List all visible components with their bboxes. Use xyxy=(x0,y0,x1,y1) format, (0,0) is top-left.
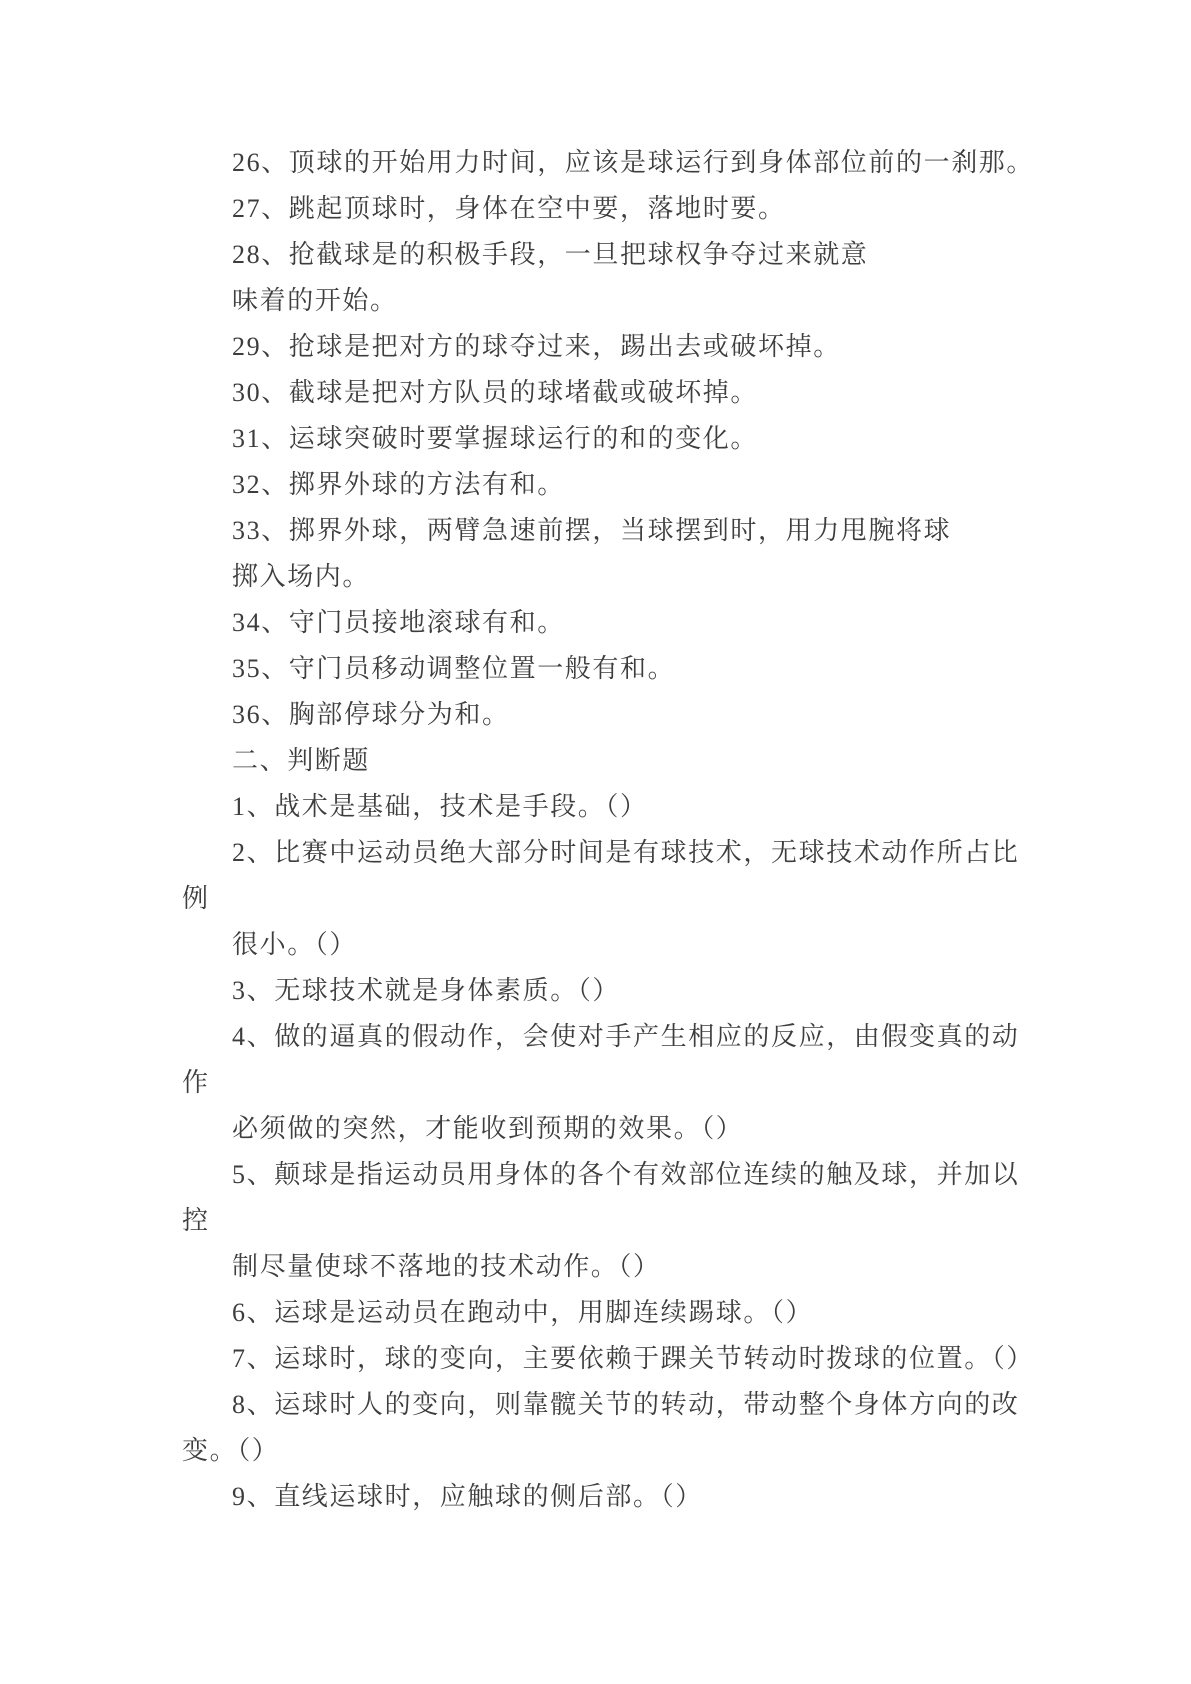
document-line: 9、直线运球时，应触球的侧后部。（） xyxy=(232,1482,703,1511)
document-line: 3、无球技术就是身体素质。（） xyxy=(232,976,621,1005)
document-line: 5、颠球是指运动员用身体的各个有效部位连续的触及球，并加以 xyxy=(232,1160,1020,1189)
document-line: 29、抢球是把对方的球夺过来，踢出去或破坏掉。 xyxy=(232,332,841,361)
document-line: 27、跳起顶球时，身体在空中要，落地时要。 xyxy=(232,194,786,223)
document-line: 1、战术是基础，技术是手段。（） xyxy=(232,792,648,821)
document-line: 变。（） xyxy=(182,1436,280,1465)
document-line: 32、掷界外球的方法有和。 xyxy=(232,470,565,499)
document-line: 36、胸部停球分为和。 xyxy=(232,700,510,729)
document-line: 掷入场内。 xyxy=(232,562,371,591)
document-line: 26、顶球的开始用力时间，应该是球运行到身体部位前的一刹那。 xyxy=(232,148,1035,177)
document-line: 必须做的突然，才能收到预期的效果。（） xyxy=(232,1114,744,1143)
document-line: 31、运球突破时要掌握球运行的和的变化。 xyxy=(232,424,759,453)
section-heading-line: 二、判断题 xyxy=(232,746,371,775)
document-line: 很小。（） xyxy=(232,930,358,959)
document-line: 例 xyxy=(182,884,210,913)
document-line: 6、运球是运动员在跑动中，用脚连续踢球。（） xyxy=(232,1298,814,1327)
document-line: 33、掷界外球，两臂急速前摆，当球摆到时，用力甩腕将球 xyxy=(232,516,952,545)
document-line: 8、运球时人的变向，则靠髋关节的转动，带动整个身体方向的改 xyxy=(232,1390,1020,1419)
document-line: 35、守门员移动调整位置一般有和。 xyxy=(232,654,676,683)
document-line: 28、抢截球是的积极手段，一旦把球权争夺过来就意 xyxy=(232,240,869,269)
document-line: 30、截球是把对方队员的球堵截或破坏掉。 xyxy=(232,378,759,407)
document-line: 4、做的逼真的假动作，会使对手产生相应的反应，由假变真的动 xyxy=(232,1022,1020,1051)
document-line: 制尽量使球不落地的技术动作。（） xyxy=(232,1252,661,1281)
document-line: 2、比赛中运动员绝大部分时间是有球技术，无球技术动作所占比 xyxy=(232,838,1020,867)
document-line: 7、运球时，球的变向，主要依赖于踝关节转动时拨球的位置。（） xyxy=(232,1344,1035,1373)
exam-document-body xyxy=(182,140,1142,1520)
document-line: 34、守门员接地滚球有和。 xyxy=(232,608,565,637)
document-line: 味着的开始。 xyxy=(232,286,398,315)
document-line: 控 xyxy=(182,1206,210,1235)
document-line: 作 xyxy=(182,1068,210,1097)
